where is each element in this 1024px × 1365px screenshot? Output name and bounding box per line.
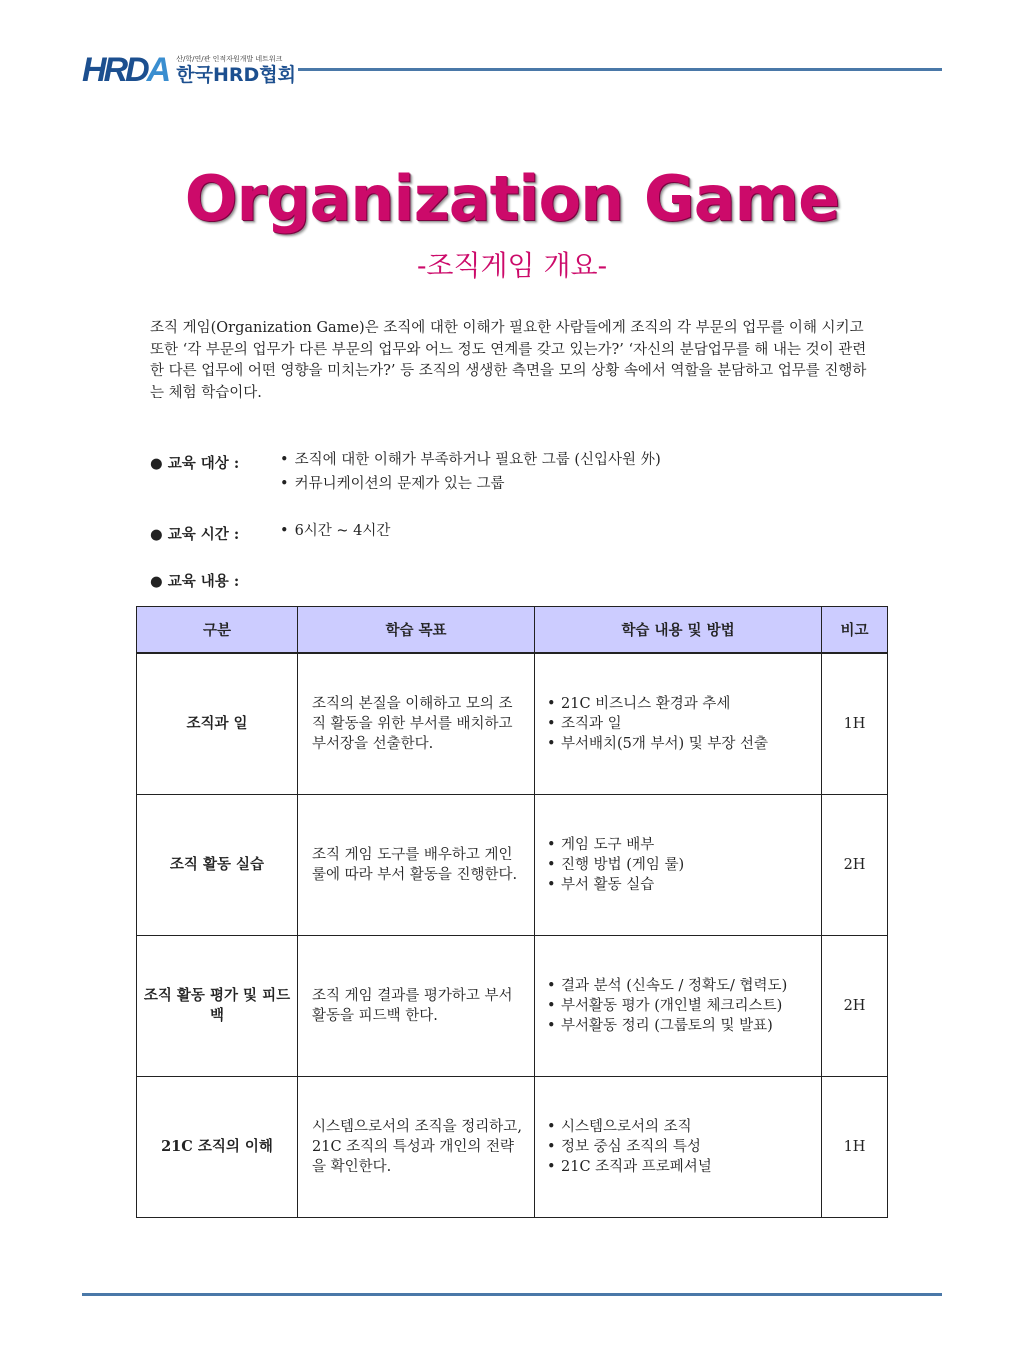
logo-text bbox=[176, 55, 296, 86]
header-note: 비고 bbox=[822, 607, 888, 654]
table-row bbox=[137, 795, 888, 936]
method-item: • 21C 비즈니스 환경과 추세 bbox=[547, 694, 813, 714]
header-category: 구분 bbox=[137, 607, 298, 654]
page-title: Organization Game bbox=[184, 162, 840, 235]
logo-tagline: 산/학/연/관 인적자원개발 네트워크 bbox=[176, 54, 283, 63]
row-methods bbox=[535, 653, 822, 795]
method-item: • 21C 조직과 프로페셔널 bbox=[547, 1157, 813, 1177]
row-note: 2H bbox=[822, 795, 888, 936]
row-goal: 조직의 본질을 이해하고 모의 조직 활동을 위한 부서를 배치하고 부서장을 선출한다. bbox=[298, 653, 535, 795]
method-item: • 조직과 일 bbox=[547, 714, 813, 734]
target-list bbox=[280, 448, 661, 496]
footer-divider bbox=[82, 1293, 942, 1296]
logo-org-name: 한국HRD협회 bbox=[176, 63, 296, 86]
time-list bbox=[280, 519, 390, 543]
method-item: • 부서활동 정리 (그룹토의 및 발표) bbox=[547, 1016, 813, 1036]
logo-mark-a: A bbox=[146, 50, 169, 89]
method-item: • 게임 도구 배부 bbox=[547, 835, 813, 855]
time-item: • 6시간 ~ 4시간 bbox=[280, 523, 391, 539]
table-row bbox=[137, 1077, 888, 1218]
header-methods: 학습 내용 및 방법 bbox=[535, 607, 822, 654]
row-methods bbox=[535, 1077, 822, 1218]
time-label: ● 교육 시간 : bbox=[150, 526, 240, 543]
method-item: • 부서 활동 실습 bbox=[547, 875, 813, 895]
target-item: • 커뮤니케이션의 문제가 있는 그룹 bbox=[280, 476, 505, 492]
target-label: ● 교육 대상 : bbox=[150, 455, 240, 472]
header-goal: 학습 목표 bbox=[298, 607, 535, 654]
row-note: 1H bbox=[822, 1077, 888, 1218]
method-item: • 부서배치(5개 부서) 및 부장 선출 bbox=[547, 734, 813, 754]
row-note: 2H bbox=[822, 936, 888, 1077]
method-item: • 시스템으로서의 조직 bbox=[547, 1117, 813, 1137]
hrd-logo bbox=[82, 48, 296, 92]
page-subtitle: -조직게임 개요- bbox=[416, 249, 608, 282]
row-category: 조직과 일 bbox=[137, 653, 298, 795]
row-category: 21C 조직의 이해 bbox=[137, 1077, 298, 1218]
row-goal: 시스템으로서의 조직을 정리하고, 21C 조직의 특성과 개인의 전략을 확인한다. bbox=[298, 1077, 535, 1218]
row-goal: 조직 게임 결과를 평가하고 부서 활동을 피드백 한다. bbox=[298, 936, 535, 1077]
table-row bbox=[137, 936, 888, 1077]
method-item: • 정보 중심 조직의 특성 bbox=[547, 1137, 813, 1157]
content-label: ● 교육 내용 : bbox=[150, 573, 240, 590]
curriculum-table bbox=[136, 606, 888, 1218]
method-item: • 부서활동 평가 (개인별 체크리스트) bbox=[547, 996, 813, 1016]
method-item: • 진행 방법 (게임 룰) bbox=[547, 855, 813, 875]
row-methods bbox=[535, 795, 822, 936]
method-item: • 결과 분석 (신속도 / 정확도/ 협력도) bbox=[547, 976, 813, 996]
intro-paragraph: 조직 게임(Organization Game)은 조직에 대한 이해가 필요한 사람들에게 조직의 각 부문의 업무를 이해 시키고 또한 ‘각 부문의 업무가 다른 부문의 업무와 어느 정도 연계를 갖고 있는가?’ ‘자신의 분담업무를 해 내는 것이 관련한 다른 업무에 어떤 영향을 미치는가?’ 등 조직의 생생한 측면을 모의 상황 속에서 역할을 분담하고 업무를 진행하는 체험 학습이다. bbox=[150, 320, 867, 401]
row-category: 조직 활동 실습 bbox=[137, 795, 298, 936]
row-category: 조직 활동 평가 및 피드백 bbox=[137, 936, 298, 1077]
logo-mark bbox=[82, 51, 168, 90]
table-row bbox=[137, 653, 888, 795]
row-note: 1H bbox=[822, 653, 888, 795]
table-header-row bbox=[137, 607, 888, 654]
row-methods bbox=[535, 936, 822, 1077]
page-header bbox=[82, 48, 942, 92]
logo-mark-hrd: HRD bbox=[82, 50, 147, 89]
target-item: • 조직에 대한 이해가 부족하거나 필요한 그룹 (신입사원 外) bbox=[280, 452, 661, 468]
header-divider bbox=[298, 68, 942, 71]
row-goal: 조직 게임 도구를 배우하고 게인 룰에 따라 부서 활동을 진행한다. bbox=[298, 795, 535, 936]
